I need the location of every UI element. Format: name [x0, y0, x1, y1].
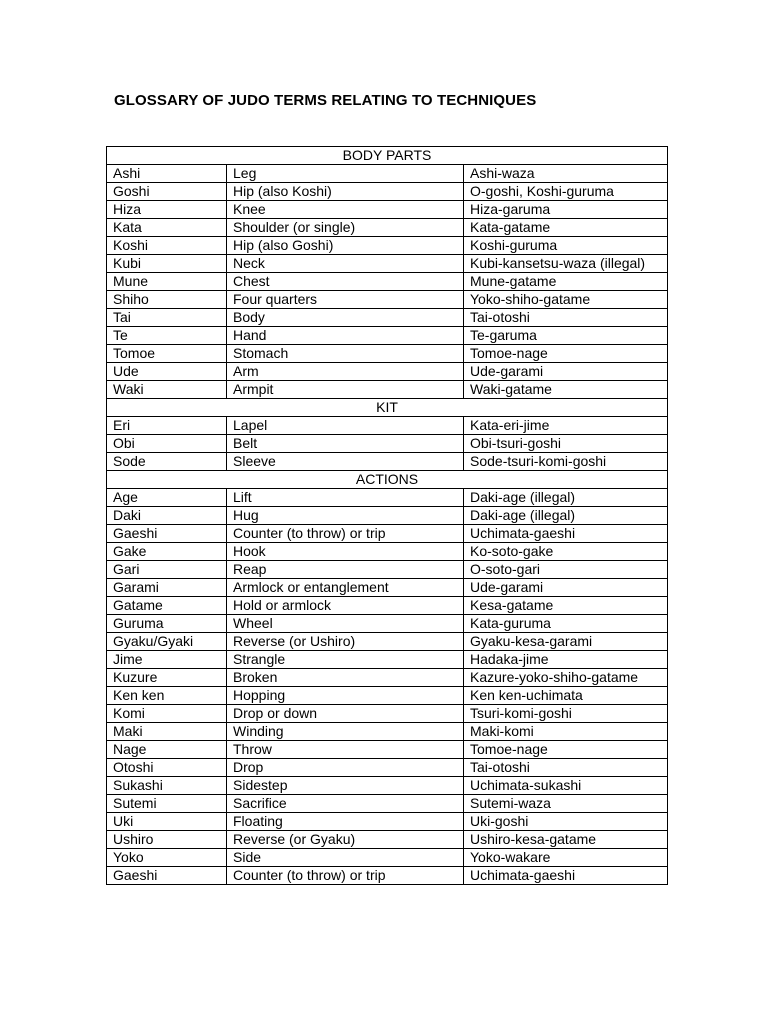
term-cell: Nage: [107, 741, 227, 759]
meaning-cell: Knee: [227, 201, 464, 219]
meaning-cell: Sacrifice: [227, 795, 464, 813]
term-cell: Uki: [107, 813, 227, 831]
example-cell: Ko-soto-gake: [464, 543, 668, 561]
meaning-cell: Arm: [227, 363, 464, 381]
section-header-row: [107, 399, 668, 417]
table-row: [107, 525, 668, 543]
term-cell: Maki: [107, 723, 227, 741]
term-cell: Daki: [107, 507, 227, 525]
term-cell: Ushiro: [107, 831, 227, 849]
term-cell: Gari: [107, 561, 227, 579]
table-row: [107, 741, 668, 759]
glossary-table: [106, 146, 668, 885]
term-cell: Goshi: [107, 183, 227, 201]
meaning-cell: Sleeve: [227, 453, 464, 471]
term-cell: Tomoe: [107, 345, 227, 363]
term-cell: Waki: [107, 381, 227, 399]
table-row: [107, 831, 668, 849]
example-cell: Koshi-guruma: [464, 237, 668, 255]
meaning-cell: Sidestep: [227, 777, 464, 795]
example-cell: Waki-gatame: [464, 381, 668, 399]
example-cell: Ashi-waza: [464, 165, 668, 183]
table-row: [107, 669, 668, 687]
term-cell: Sode: [107, 453, 227, 471]
meaning-cell: Four quarters: [227, 291, 464, 309]
example-cell: Ushiro-kesa-gatame: [464, 831, 668, 849]
table-row: [107, 561, 668, 579]
example-cell: Kata-eri-jime: [464, 417, 668, 435]
meaning-cell: Floating: [227, 813, 464, 831]
meaning-cell: Hold or armlock: [227, 597, 464, 615]
table-row: [107, 417, 668, 435]
term-cell: Ashi: [107, 165, 227, 183]
table-row: [107, 777, 668, 795]
table-row: [107, 165, 668, 183]
term-cell: Age: [107, 489, 227, 507]
term-cell: Mune: [107, 273, 227, 291]
section-heading: BODY PARTS: [107, 147, 668, 165]
table-row: [107, 453, 668, 471]
term-cell: Gyaku/Gyaki: [107, 633, 227, 651]
term-cell: Otoshi: [107, 759, 227, 777]
term-cell: Ude: [107, 363, 227, 381]
meaning-cell: Drop: [227, 759, 464, 777]
meaning-cell: Belt: [227, 435, 464, 453]
table-row: [107, 291, 668, 309]
glossary-body: [107, 147, 668, 885]
meaning-cell: Body: [227, 309, 464, 327]
table-row: [107, 867, 668, 885]
term-cell: Kuzure: [107, 669, 227, 687]
table-row: [107, 381, 668, 399]
table-row: [107, 489, 668, 507]
example-cell: Sutemi-waza: [464, 795, 668, 813]
term-cell: Yoko: [107, 849, 227, 867]
example-cell: Ude-garami: [464, 579, 668, 597]
meaning-cell: Chest: [227, 273, 464, 291]
example-cell: Kubi-kansetsu-waza (illegal): [464, 255, 668, 273]
example-cell: Uchimata-gaeshi: [464, 525, 668, 543]
meaning-cell: Side: [227, 849, 464, 867]
table-row: [107, 651, 668, 669]
meaning-cell: Lift: [227, 489, 464, 507]
table-row: [107, 183, 668, 201]
table-row: [107, 597, 668, 615]
term-cell: Komi: [107, 705, 227, 723]
example-cell: Hadaka-jime: [464, 651, 668, 669]
table-row: [107, 327, 668, 345]
term-cell: Koshi: [107, 237, 227, 255]
example-cell: Tomoe-nage: [464, 345, 668, 363]
term-cell: Kubi: [107, 255, 227, 273]
table-row: [107, 759, 668, 777]
example-cell: Daki-age (illegal): [464, 507, 668, 525]
example-cell: Uchimata-sukashi: [464, 777, 668, 795]
meaning-cell: Hip (also Koshi): [227, 183, 464, 201]
meaning-cell: Hip (also Goshi): [227, 237, 464, 255]
meaning-cell: Armlock or entanglement: [227, 579, 464, 597]
example-cell: Sode-tsuri-komi-goshi: [464, 453, 668, 471]
example-cell: Te-garuma: [464, 327, 668, 345]
term-cell: Gake: [107, 543, 227, 561]
example-cell: Ude-garami: [464, 363, 668, 381]
example-cell: Uchimata-gaeshi: [464, 867, 668, 885]
meaning-cell: Throw: [227, 741, 464, 759]
example-cell: Tai-otoshi: [464, 309, 668, 327]
table-row: [107, 849, 668, 867]
page-title: GLOSSARY OF JUDO TERMS RELATING TO TECHNIQUES: [114, 92, 537, 109]
table-row: [107, 705, 668, 723]
example-cell: Ken ken-uchimata: [464, 687, 668, 705]
term-cell: Te: [107, 327, 227, 345]
example-cell: Obi-tsuri-goshi: [464, 435, 668, 453]
term-cell: Sutemi: [107, 795, 227, 813]
meaning-cell: Winding: [227, 723, 464, 741]
example-cell: O-goshi, Koshi-guruma: [464, 183, 668, 201]
term-cell: Gaeshi: [107, 525, 227, 543]
meaning-cell: Neck: [227, 255, 464, 273]
meaning-cell: Counter (to throw) or trip: [227, 525, 464, 543]
table-row: [107, 813, 668, 831]
example-cell: Kata-guruma: [464, 615, 668, 633]
example-cell: O-soto-gari: [464, 561, 668, 579]
term-cell: Hiza: [107, 201, 227, 219]
meaning-cell: Hug: [227, 507, 464, 525]
table-row: [107, 507, 668, 525]
term-cell: Gatame: [107, 597, 227, 615]
meaning-cell: Hopping: [227, 687, 464, 705]
meaning-cell: Broken: [227, 669, 464, 687]
example-cell: Tsuri-komi-goshi: [464, 705, 668, 723]
term-cell: Jime: [107, 651, 227, 669]
meaning-cell: Drop or down: [227, 705, 464, 723]
example-cell: Uki-goshi: [464, 813, 668, 831]
example-cell: Yoko-shiho-gatame: [464, 291, 668, 309]
example-cell: Gyaku-kesa-garami: [464, 633, 668, 651]
section-header-row: [107, 147, 668, 165]
meaning-cell: Stomach: [227, 345, 464, 363]
meaning-cell: Lapel: [227, 417, 464, 435]
table-row: [107, 579, 668, 597]
meaning-cell: Armpit: [227, 381, 464, 399]
table-row: [107, 633, 668, 651]
example-cell: Tai-otoshi: [464, 759, 668, 777]
table-row: [107, 255, 668, 273]
table-row: [107, 435, 668, 453]
table-row: [107, 345, 668, 363]
table-row: [107, 795, 668, 813]
table-row: [107, 219, 668, 237]
meaning-cell: Shoulder (or single): [227, 219, 464, 237]
section-heading: KIT: [107, 399, 668, 417]
example-cell: Yoko-wakare: [464, 849, 668, 867]
term-cell: Gaeshi: [107, 867, 227, 885]
meaning-cell: Counter (to throw) or trip: [227, 867, 464, 885]
section-header-row: [107, 471, 668, 489]
term-cell: Kata: [107, 219, 227, 237]
example-cell: Kazure-yoko-shiho-gatame: [464, 669, 668, 687]
meaning-cell: Hook: [227, 543, 464, 561]
table-row: [107, 615, 668, 633]
term-cell: Guruma: [107, 615, 227, 633]
term-cell: Eri: [107, 417, 227, 435]
example-cell: Maki-komi: [464, 723, 668, 741]
meaning-cell: Leg: [227, 165, 464, 183]
example-cell: Kata-gatame: [464, 219, 668, 237]
table-row: [107, 723, 668, 741]
meaning-cell: Strangle: [227, 651, 464, 669]
term-cell: Obi: [107, 435, 227, 453]
example-cell: Hiza-garuma: [464, 201, 668, 219]
example-cell: Tomoe-nage: [464, 741, 668, 759]
meaning-cell: Hand: [227, 327, 464, 345]
example-cell: Daki-age (illegal): [464, 489, 668, 507]
example-cell: Kesa-gatame: [464, 597, 668, 615]
table-row: [107, 309, 668, 327]
table-row: [107, 201, 668, 219]
meaning-cell: Wheel: [227, 615, 464, 633]
term-cell: Shiho: [107, 291, 227, 309]
term-cell: Sukashi: [107, 777, 227, 795]
table-row: [107, 273, 668, 291]
example-cell: Mune-gatame: [464, 273, 668, 291]
meaning-cell: Reverse (or Ushiro): [227, 633, 464, 651]
meaning-cell: Reverse (or Gyaku): [227, 831, 464, 849]
table-row: [107, 687, 668, 705]
table-row: [107, 363, 668, 381]
table-row: [107, 237, 668, 255]
section-heading: ACTIONS: [107, 471, 668, 489]
meaning-cell: Reap: [227, 561, 464, 579]
term-cell: Tai: [107, 309, 227, 327]
table-row: [107, 543, 668, 561]
term-cell: Garami: [107, 579, 227, 597]
term-cell: Ken ken: [107, 687, 227, 705]
